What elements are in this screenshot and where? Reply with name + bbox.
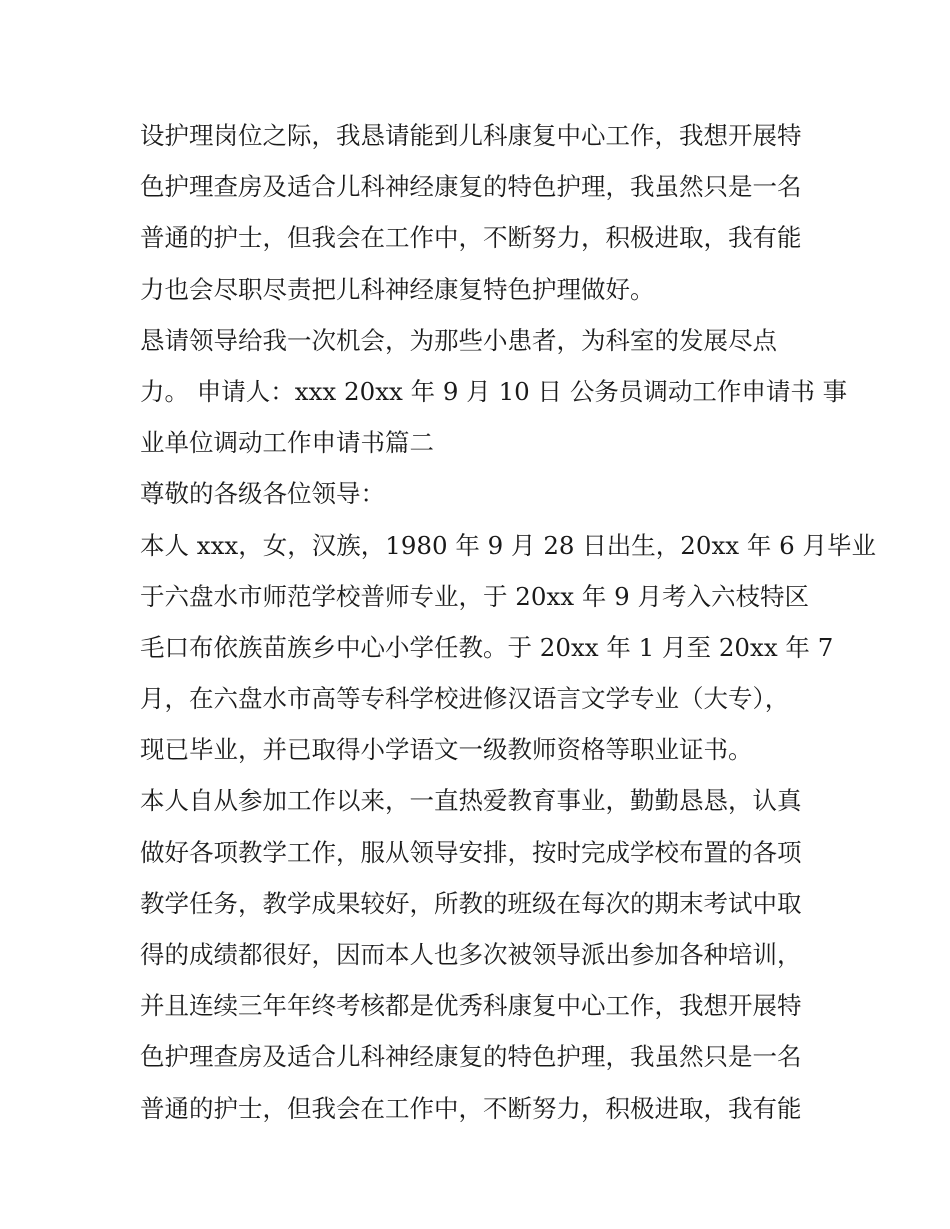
text-line: 月，在六盘水市高等专科学校进修汉语言文学专业（大专）， <box>140 684 790 714</box>
text-line: 教学任务，教学成果较好，所教的班级在每次的期末考试中取 <box>140 888 802 918</box>
text-line: 毛口布依族苗族乡中心小学任教。于 20xx 年 1 月至 20xx 年 7 <box>140 632 834 662</box>
text-line: 本人自从参加工作以来，一直热爱教育事业，勤勤恳恳，认真 <box>140 786 802 816</box>
body-text <box>140 110 877 1134</box>
text-line: 色护理查房及适合儿科神经康复的特色护理，我虽然只是一名 <box>140 172 802 202</box>
text-line: 现已毕业，并已取得小学语文一级教师资格等职业证书。 <box>140 735 753 765</box>
text-line: 业单位调动工作申请书篇二 <box>140 428 434 458</box>
text-line: 于六盘水市师范学校普师专业，于 20xx 年 9 月考入六枝特区 <box>140 581 810 611</box>
text-line: 本人 xxx，女，汉族，1980 年 9 月 28 日出生，20xx 年 6 月毕业 <box>140 530 877 560</box>
text-line: 力。 申请人：xxx 20xx 年 9 月 10 日 公务员调动工作申请书 事 <box>140 376 848 406</box>
text-line: 普通的护士，但我会在工作中，不断努力，积极进取，我有能 <box>140 223 802 253</box>
text-line: 得的成绩都很好，因而本人也多次被领导派出参加各种培训， <box>140 940 802 969</box>
text-line: 恳请领导给我一次机会，为那些小患者，为科室的发展尽点 <box>140 325 777 355</box>
text-line: 力也会尽职尽责把儿科神经康复特色护理做好。 <box>140 274 655 304</box>
text-line: 做好各项教学工作，服从领导安排，按时完成学校布置的各项 <box>140 837 802 867</box>
text-line: 并且连续三年年终考核都是优秀科康复中心工作，我想开展特 <box>140 991 802 1021</box>
salutation: 尊敬的各级各位领导： <box>140 479 385 509</box>
text-line: 设护理岗位之际，我恳请能到儿科康复中心工作，我想开展特 <box>140 121 802 150</box>
text-line: 普通的护士，但我会在工作中，不断努力，积极进取，我有能 <box>140 1093 802 1123</box>
text-line: 色护理查房及适合儿科神经康复的特色护理，我虽然只是一名 <box>140 1042 802 1072</box>
